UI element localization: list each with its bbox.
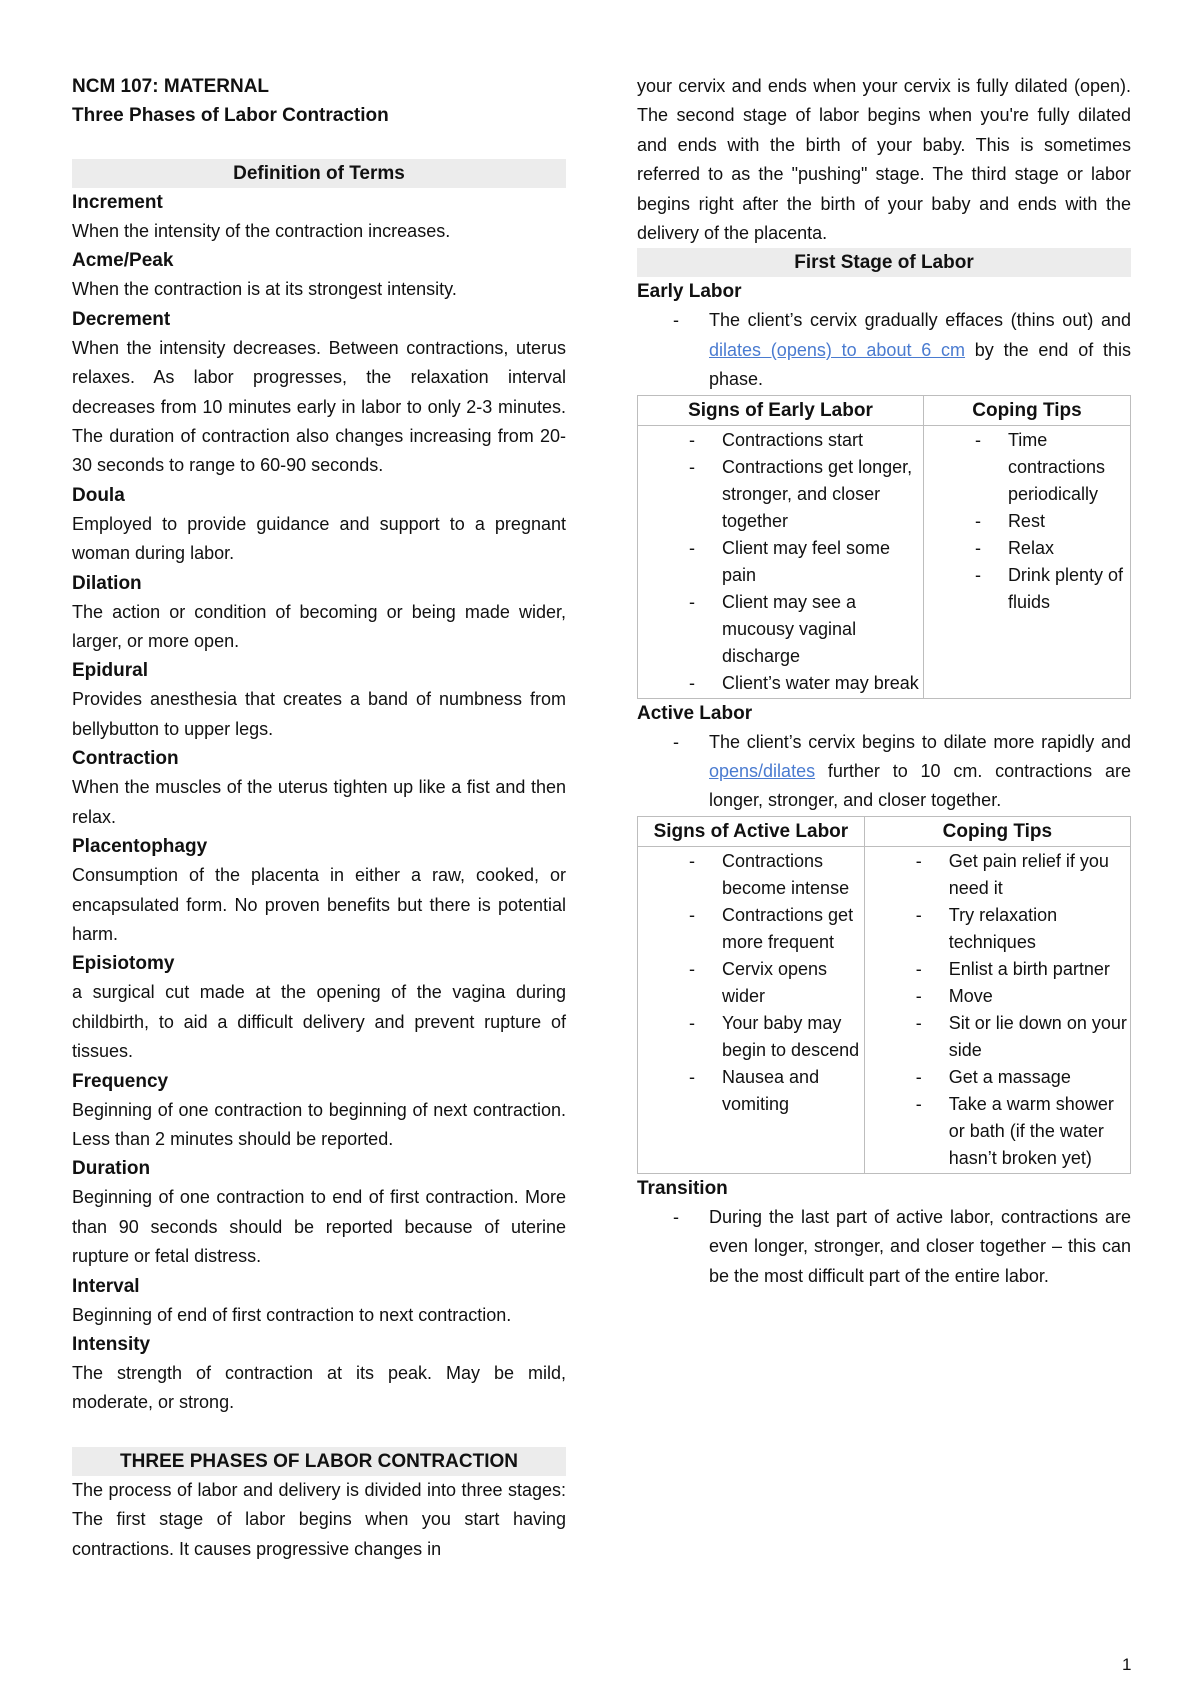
active-signs-list [639, 848, 863, 1118]
early-sign-item: - Client may see a mucousy vaginal discharge [722, 589, 922, 670]
active-sign-item: - Cervix opens wider [722, 956, 863, 1010]
active-labor-bullet: - The client’s cervix begins to dilate more rapidly and opens/dilates further to 10 cm. contractions are longer, stronger, and closer together. [709, 728, 1131, 816]
document-subtitle: Three Phases of Labor Contraction [72, 105, 389, 126]
term-heading: Epidural [72, 660, 149, 682]
active-tip-item: - Move [949, 983, 1129, 1010]
active-tip-item: - Try relaxation techniques [949, 902, 1129, 956]
term-heading: Increment [72, 192, 163, 213]
early-labor-table [637, 395, 1131, 699]
active-tip-item: - Get pain relief if you need it [949, 848, 1129, 902]
phases-intro-part2: your cervix and ends when your cervix is fully dilated (open). The second stage of labor begins when you're fully dilated and ends with the birth of your baby. This is sometimes referred to as the "pushing" stage. The third stage or labor begins right after the birth of your baby and ends with the delivery of the placenta. [637, 76, 1131, 244]
active-tip-item: - Take a warm shower or bath (if the water hasn’t broken yet) [949, 1091, 1129, 1172]
definitions-heading: Definition of Terms [72, 159, 566, 188]
opens-dilates-link[interactable]: opens/dilates [709, 761, 816, 782]
term-definition: Provides anesthesia that creates a band of numbness from bellybutton to upper legs. [72, 689, 566, 739]
active-tip-item: - Enlist a birth partner [949, 956, 1129, 983]
transition-bullet: - During the last part of active labor, contractions are even longer, stronger, and closer together – this can be the most difficult part of the entire labor. [709, 1203, 1131, 1291]
term-heading: Intensity [72, 1333, 151, 1355]
early-sign-item: - Client’s water may break [722, 670, 922, 697]
dilates-link[interactable]: dilates (opens) to about 6 cm [709, 339, 966, 360]
early-tip-item: - Rest [1008, 508, 1129, 535]
transition-title: Transition [637, 1177, 728, 1199]
term-definition: Consumption of the placenta in either a raw, cooked, or encapsulated form. No proven benefits but there is potential harm. [72, 865, 566, 944]
term-heading: Placentophagy [72, 836, 208, 858]
term-heading: Acme/Peak [72, 250, 174, 272]
course-title: NCM 107: MATERNAL [72, 76, 270, 97]
term-definition: When the intensity decreases. Between contractions, uterus relaxes. As labor progresses, the relaxation interval decreases from 10 minutes early in labor to only 2-3 minutes. The duration of contraction also changes increasing from 20-30 seconds to range to 60-90 seconds. [72, 337, 566, 476]
term-definition: When the intensity of the contraction increases. [72, 221, 451, 241]
terms-list [72, 188, 566, 1418]
early-labor-title: Early Labor [637, 281, 742, 303]
term-heading: Contraction [72, 748, 179, 770]
early-sign-item: - Contractions start [722, 427, 922, 454]
early-signs-list [639, 427, 922, 697]
active-tip-item: - Get a massage [949, 1064, 1129, 1091]
active-tips-list [866, 848, 1129, 1172]
term-heading: Frequency [72, 1070, 169, 1092]
active-sign-item: - Nausea and vomiting [722, 1064, 863, 1118]
left-column [72, 72, 566, 1564]
term-definition: Beginning of one contraction to beginning of next contraction. Less than 2 minutes should be reported. [72, 1099, 566, 1149]
early-tip-item: - Time contractions periodically [1008, 427, 1129, 508]
early-tips-header: Coping Tips [923, 395, 1130, 425]
term-definition: The strength of contraction at its peak. May be mild, moderate, or strong. [72, 1362, 566, 1413]
right-column [637, 72, 1131, 1291]
active-tips-header: Coping Tips [864, 816, 1130, 846]
term-definition: a surgical cut made at the opening of the vagina during childbirth, to aid a difficult delivery and prevent rupture of tissues. [72, 982, 566, 1062]
active-labor-bullets [637, 728, 1131, 816]
term-definition: The action or condition of becoming or being made wider, larger, or more open. [72, 601, 566, 652]
term-heading: Interval [72, 1275, 140, 1297]
term-definition: Beginning of end of first contraction to next contraction. [72, 1304, 512, 1325]
early-tip-item: - Drink plenty of fluids [1008, 562, 1129, 616]
active-sign-item: - Contractions get more frequent [722, 902, 863, 956]
active-labor-title: Active Labor [637, 702, 753, 724]
active-tip-item: - Sit or lie down on your side [949, 1010, 1129, 1064]
term-definition: When the muscles of the uterus tighten up like a fist and then relax. [72, 777, 566, 827]
active-signs-header: Signs of Active Labor [638, 816, 865, 846]
early-tips-list [925, 427, 1129, 616]
phases-intro-part1: The process of labor and delivery is divided into three stages: The first stage of labor begins when you start having contractions. It causes progressive changes in [72, 1479, 566, 1559]
term-heading: Dilation [72, 572, 142, 594]
early-sign-item: - Client may feel some pain [722, 535, 922, 589]
term-heading: Episiotomy [72, 953, 175, 975]
term-heading: Duration [72, 1158, 151, 1180]
active-sign-item: - Your baby may begin to descend [722, 1010, 863, 1064]
term-definition: Employed to provide guidance and support to a pregnant woman during labor. [72, 513, 566, 564]
term-heading: Decrement [72, 308, 171, 330]
term-definition: Beginning of one contraction to end of first contraction. More than 90 seconds should be reported because of uterine rupture or fetal distress. [72, 1187, 566, 1267]
term-definition: When the contraction is at its strongest intensity. [72, 279, 457, 300]
term-heading: Doula [72, 484, 125, 506]
active-sign-item: - Contractions become intense [722, 848, 863, 902]
early-sign-item: - Contractions get longer, stronger, and closer together [722, 454, 922, 535]
early-signs-header: Signs of Early Labor [638, 395, 924, 425]
first-stage-heading: First Stage of Labor [637, 248, 1131, 277]
phases-heading: THREE PHASES OF LABOR CONTRACTION [72, 1447, 566, 1476]
early-labor-bullet: - The client’s cervix gradually effaces (thins out) and dilates (opens) to about 6 cm by the end of this phase. [709, 306, 1131, 394]
early-labor-bullets [637, 306, 1131, 394]
active-labor-table [637, 816, 1131, 1174]
page-number: 1 [1122, 1655, 1132, 1674]
transition-bullets [637, 1203, 1131, 1291]
early-tip-item: - Relax [1008, 535, 1129, 562]
